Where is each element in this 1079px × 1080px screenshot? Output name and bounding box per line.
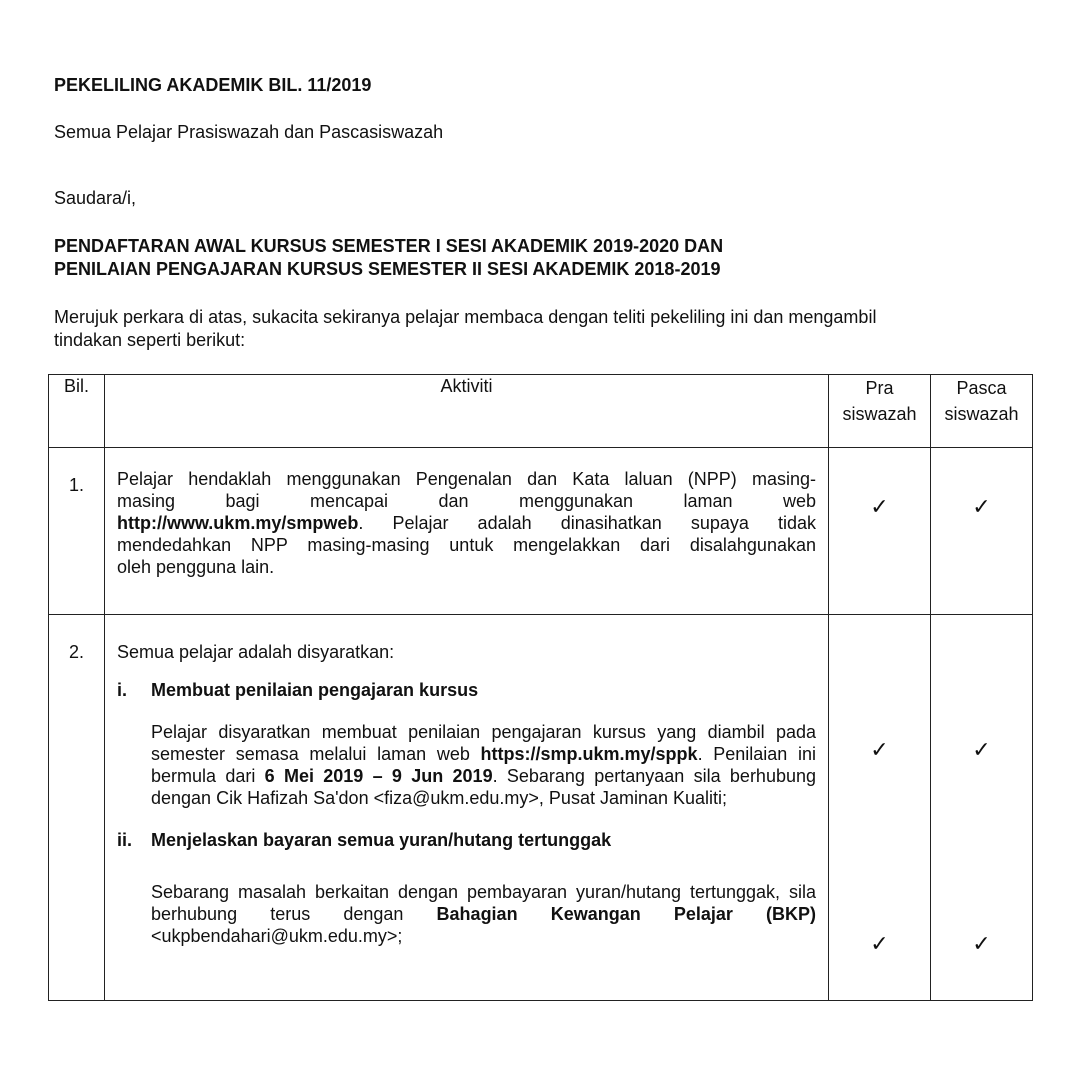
row-number: 1. bbox=[49, 448, 105, 615]
row-activity bbox=[105, 448, 829, 615]
subject-line-2: PENILAIAN PENGAJARAN KURSUS SEMESTER II SESI AKADEMIK 2018-2019 bbox=[54, 259, 721, 279]
sppk-link[interactable]: https://smp.ukm.my/sppk bbox=[480, 744, 698, 764]
smpweb-link[interactable]: http://www.ukm.my/smpweb bbox=[117, 513, 359, 533]
header-aktiviti: Aktiviti bbox=[105, 375, 829, 448]
check-icon: ✓ bbox=[870, 931, 889, 956]
department-name: Bahagian Kewangan Pelajar (BKP) bbox=[436, 904, 816, 924]
row1-pasca-tick bbox=[931, 448, 1033, 615]
check-icon: ✓ bbox=[972, 494, 991, 519]
row-number: 2. bbox=[49, 615, 105, 1001]
row1-line1: Pelajar hendaklah menggunakan Pengenalan dan Kata laluan (NPP) masing- bbox=[117, 469, 816, 489]
intro-line-1: Merujuk perkara di atas, sukacita sekiranya pelajar membaca dengan teliti pekeliling ini dan mengambil bbox=[54, 307, 877, 327]
item-text: . Penilaian ini bermula dari bbox=[151, 744, 816, 786]
header-bil: Bil. bbox=[49, 375, 105, 448]
item-body bbox=[117, 881, 816, 947]
header-pascasiswazah bbox=[931, 375, 1033, 448]
row1-line2: masing bagi mencapai dan menggunakan laman web bbox=[117, 491, 816, 511]
item-body bbox=[117, 721, 816, 809]
check-icon: ✓ bbox=[972, 737, 991, 762]
row1-line3-text: . Pelajar adalah dinasihatkan supaya tidak bbox=[358, 513, 816, 533]
header-pasca-line1: Pasca bbox=[956, 378, 1007, 398]
circular-reference: PEKELILING AKADEMIK BIL. 11/2019 bbox=[54, 75, 372, 95]
row1-line4: mendedahkan NPP masing-masing untuk mengelakkan dari disalahgunakan bbox=[117, 535, 816, 555]
row1-line5: oleh pengguna lain. bbox=[117, 557, 275, 577]
check-icon: ✓ bbox=[972, 931, 991, 956]
item-text: Sebarang masalah berkaitan dengan pembayaran yuran/hutang tertunggak, sila berhubung terus dengan bbox=[151, 882, 816, 924]
row2-intro: Semua pelajar adalah disyaratkan: bbox=[117, 642, 395, 662]
recipients: Semua Pelajar Prasiswazah dan Pascasiswazah bbox=[54, 122, 444, 142]
item-title: Menjelaskan bayaran semua yuran/hutang tertunggak bbox=[151, 830, 612, 850]
check-icon: ✓ bbox=[870, 494, 889, 519]
item-text: <ukpbendahari@ukm.edu.my>; bbox=[151, 926, 403, 946]
check-icon: ✓ bbox=[870, 737, 889, 762]
table-row bbox=[49, 615, 1033, 1001]
row-activity bbox=[105, 615, 829, 1001]
salutation: Saudara/i, bbox=[54, 188, 137, 208]
activities-table bbox=[48, 374, 1033, 1001]
date-range: 6 Mei 2019 – 9 Jun 2019 bbox=[264, 766, 493, 786]
row2-pasca-ticks bbox=[931, 615, 1033, 1001]
item-heading bbox=[117, 829, 816, 851]
row1-pra-tick bbox=[829, 448, 931, 615]
item-heading bbox=[117, 679, 816, 701]
table-row bbox=[49, 448, 1033, 615]
item-numeral: ii. bbox=[117, 830, 133, 850]
subject-line-1: PENDAFTARAN AWAL KURSUS SEMESTER I SESI AKADEMIK 2019-2020 DAN bbox=[54, 236, 724, 256]
intro-line-2: tindakan seperti berikut: bbox=[54, 330, 246, 350]
row1-line3 bbox=[117, 512, 816, 534]
header-prasiswazah bbox=[829, 375, 931, 448]
item-title: Membuat penilaian pengajaran kursus bbox=[151, 680, 479, 700]
item-text: . Sebarang pertanyaan sila berhubung dengan Cik Hafizah Sa'don <fiza@ukm.edu.my>, Pusat Jaminan Kualiti; bbox=[151, 766, 816, 808]
table-header-row bbox=[49, 375, 1033, 448]
row2-pra-ticks bbox=[829, 615, 931, 1001]
item-text: Pelajar disyaratkan membuat penilaian pengajaran kursus yang diambil pada semester semasa melalui laman web bbox=[151, 722, 816, 764]
header-pasca-line2: siswazah bbox=[944, 404, 1019, 424]
header-pra-line1: Pra bbox=[865, 378, 894, 398]
item-numeral: i. bbox=[117, 680, 128, 700]
header-pra-line2: siswazah bbox=[842, 404, 917, 424]
